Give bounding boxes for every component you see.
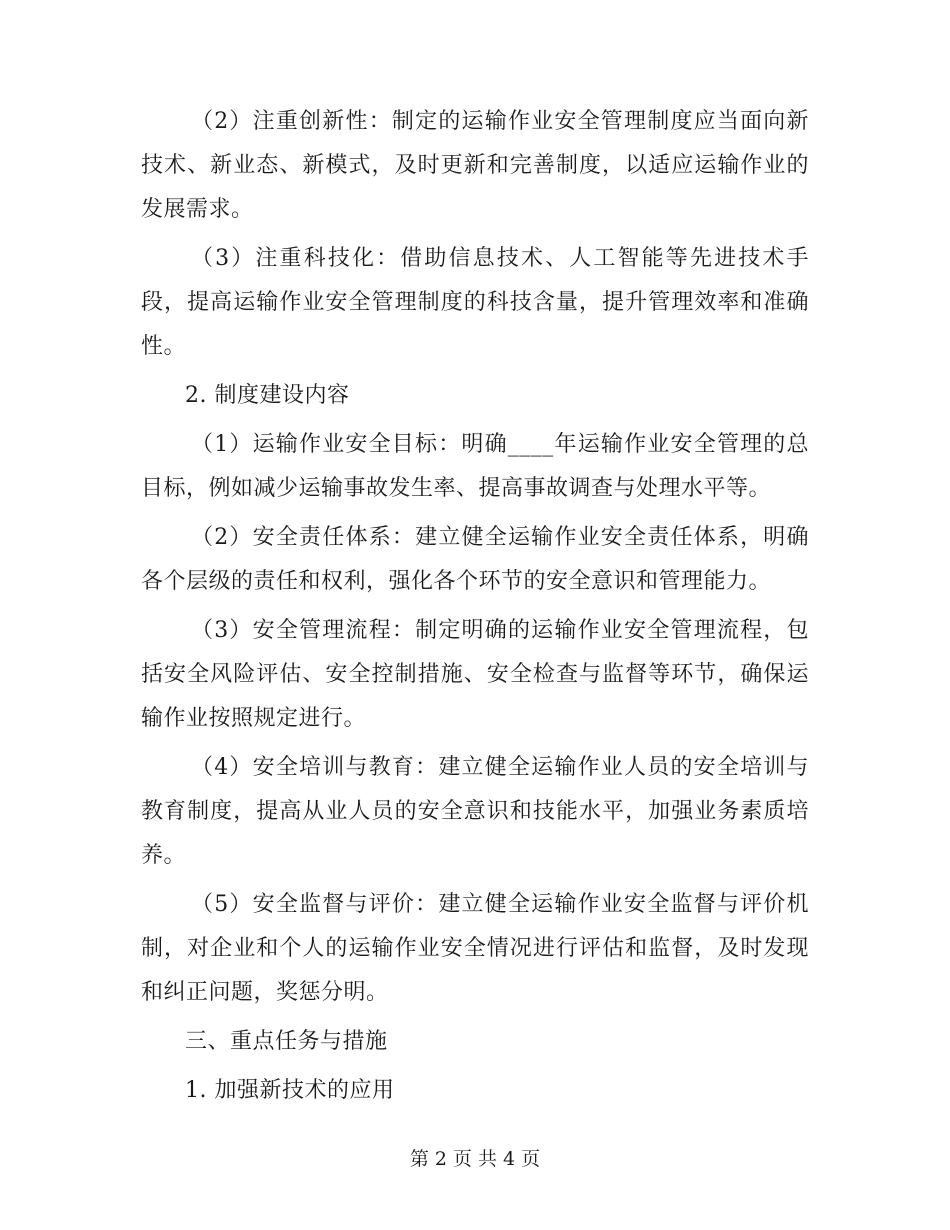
page-number-footer: 第 2 页 共 4 页 [409, 1148, 541, 1170]
paragraph-management-process: （3）安全管理流程：制定明确的运输作业安全管理流程，包括安全风险评估、安全控制措施、安全检查与监督等环节，确保运输作业按照规定进行。 [141, 618, 809, 731]
paragraph-training-education: （4）安全培训与教育：建立健全运输作业人员的安全培训与教育制度，提高从业人员的安全意识和技能水平，加强业务素质培养。 [141, 755, 809, 868]
paragraph-safety-goal: （1）运输作业安全目标：明确____年运输作业安全管理的总目标，例如减少运输事故发生率、提高事故调查与处理水平等。 [141, 432, 809, 501]
paragraph-innovation: （2）注重创新性：制定的运输作业安全管理制度应当面向新技术、新业态、新模式，及时更新和完善制度，以适应运输作业的发展需求。 [141, 109, 809, 222]
paragraph-technology: （3）注重科技化：借助信息技术、人工智能等先进技术手段，提高运输作业安全管理制度的科技含量，提升管理效率和准确性。 [141, 246, 809, 359]
paragraph-responsibility-system: （2）安全责任体系：建立健全运输作业安全责任体系，明确各个层级的责任和权利，强化各个环节的安全意识和管理能力。 [141, 525, 809, 594]
section-heading-key-tasks: 三、重点任务与措施 [185, 1029, 388, 1054]
paragraph-supervision-evaluation: （5）安全监督与评价：建立健全运输作业安全监督与评价机制，对企业和个人的运输作业安全情况进行评估和监督，及时发现和纠正问题，奖惩分明。 [141, 892, 809, 1005]
section-heading-system-content: 2. 制度建设内容 [185, 383, 350, 408]
section-heading-new-technology: 1. 加强新技术的应用 [185, 1078, 395, 1103]
document-body [141, 100, 809, 1118]
